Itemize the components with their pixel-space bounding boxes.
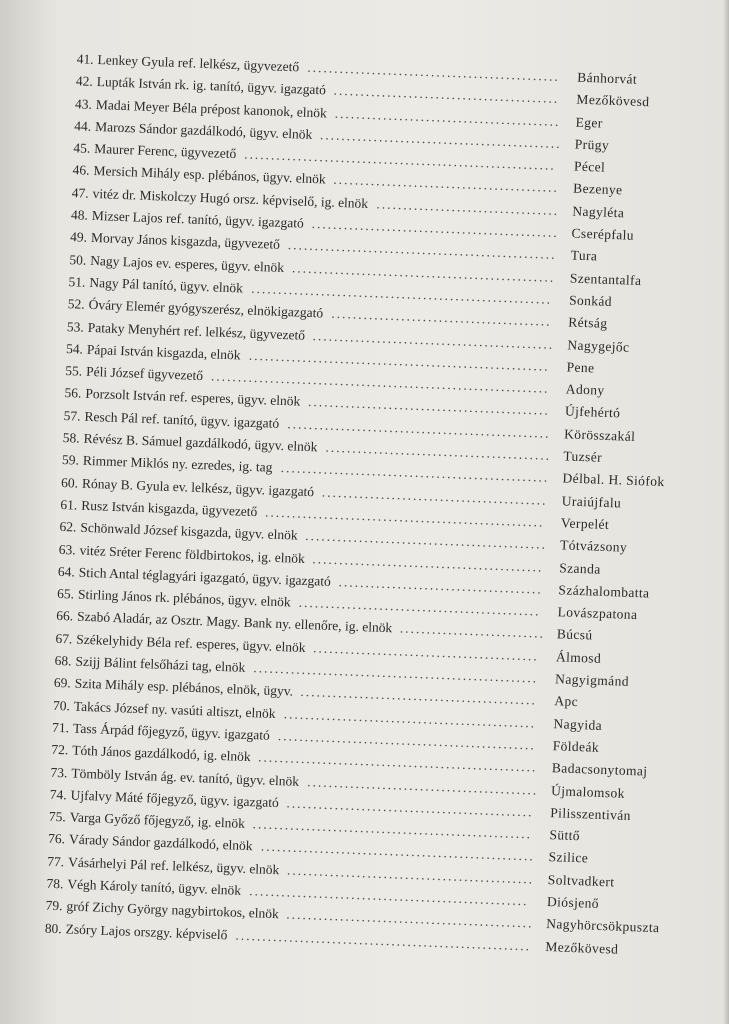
entry-name: Várady Sándor gazdálkodó, elnök [68, 831, 253, 854]
entry-number: 63. [58, 541, 76, 558]
entry-number: 46. [72, 162, 90, 179]
entry-name: Stirling János rk. plébános, ügyv. elnök [77, 586, 291, 610]
entry-name: Lenkey Gyula ref. lelkész, ügyvezető [97, 52, 300, 75]
leader-dots: .................................. [376, 196, 560, 218]
leader-dots: .................................................. [280, 460, 550, 486]
entry-number: 44. [74, 118, 92, 134]
entry-place: Lovászpatona [557, 604, 638, 623]
leader-dots: .................................................... [257, 749, 538, 775]
leader-dots: ............................................ [300, 684, 538, 708]
leader-dots: .............................................. [311, 216, 560, 241]
entry-place: Verpelét [560, 515, 610, 533]
entry-place: Bezenye [572, 181, 623, 198]
entry-number: 64. [57, 563, 76, 580]
entry-name: Ujfalvy Máté főjegyző, ügyv. igazgató [70, 787, 280, 810]
entry-number: 55. [65, 363, 83, 379]
entry-place: Diósjenő [546, 894, 600, 911]
leader-dots: .......................................... [312, 640, 540, 664]
entry-number: 58. [62, 430, 80, 446]
leader-dots: .............................................. [286, 906, 534, 931]
entry-number: 77. [47, 853, 65, 870]
entry-place: Adony [565, 381, 605, 398]
entry-place: Százhalombatta [558, 582, 650, 601]
entry-number: 69. [53, 675, 71, 691]
entry-place: Körösszakál [563, 426, 636, 444]
leader-dots: .......................................... [334, 105, 561, 129]
entry-place: Nagyigmánd [554, 671, 630, 689]
entry-name: Schönwald József kisgazda, ügyv. elnök [80, 519, 298, 543]
leader-dots: .......................................... [333, 82, 560, 107]
entry-place: Mezőkövesd [545, 938, 619, 957]
entry-name: Pataky Menyhért ref. lelkész, ügyvezető [87, 319, 306, 343]
entry-name: Rusz István kisgazda, ügyvezető [80, 497, 258, 520]
entry-place: Tótvázsony [559, 537, 628, 555]
entry-number: 62. [59, 519, 77, 535]
leader-dots: ........................... [399, 620, 546, 642]
entry-place: Pécel [573, 158, 606, 175]
leader-dots: ............................................. [298, 594, 541, 619]
entry-name: Péli József ügyvezető [85, 363, 204, 384]
leader-dots: ...................................... [338, 574, 544, 597]
entry-place: Szentantalfa [569, 270, 642, 288]
entry-number: 48. [70, 207, 89, 223]
leader-dots: .......................................... [325, 439, 552, 463]
entry-place: Eger [575, 114, 603, 131]
entry-place: Tuzsér [563, 448, 603, 465]
entry-name: Révész B. Sámuel gazdálkodó, ügyv. elnök [83, 430, 318, 455]
leader-dots: .................................................... [248, 883, 529, 909]
entry-number: 68. [54, 652, 72, 669]
member-list [37, 48, 709, 963]
entry-name: Végh Károly tanító, ügyv. elnök [67, 876, 242, 898]
entry-place: Földeák [552, 738, 600, 755]
leader-dots: ............................................. [319, 127, 562, 151]
entry-number: 74. [49, 786, 67, 803]
leader-dots: ................................................. [287, 415, 551, 441]
leader-dots: .......................................... [321, 484, 548, 508]
entry-name: Madai Meyer Béla prépost kanonok, elnök [95, 96, 328, 121]
entry-name: Marozs Sándor gazdálkodó, ügyv. elnök [94, 118, 313, 142]
entry-name: Varga Győző főjegyző, ig. elnök [69, 809, 246, 832]
entry-number: 42. [75, 73, 94, 90]
leader-dots: ....................................................... [235, 927, 532, 954]
entry-place: Nagygejőc [567, 336, 630, 355]
entry-number: 60. [60, 474, 79, 491]
entry-place: Álmosd [555, 648, 602, 666]
entry-name: Nagy Pál tanító, ügyv. elnök [89, 274, 244, 296]
leader-dots: .................................................... [252, 816, 533, 842]
entry-number: 75. [48, 808, 67, 825]
entry-place: Tura [570, 247, 598, 264]
leader-dots: ............................................... [307, 59, 561, 84]
leader-dots: ................................................ [277, 727, 537, 753]
entry-place: Soltvadkert [547, 871, 615, 890]
leader-dots: ............................................... [283, 705, 537, 731]
entry-place: Mezőkövesd [576, 91, 650, 110]
entry-number: 54. [65, 340, 84, 357]
entry-place: Pilisszentiván [550, 804, 632, 823]
entry-number: 53. [66, 318, 85, 335]
entry-number: 66. [56, 608, 74, 624]
entry-number: 59. [61, 452, 80, 468]
leader-dots: ..................................................... [253, 660, 539, 686]
entry-place: Prügy [574, 136, 610, 153]
entry-number: 50. [69, 251, 87, 268]
entry-name: Tóth János gazdálkodó, ig. elnök [71, 742, 251, 765]
leader-dots: .......................................... [333, 172, 560, 196]
entry-name: vitéz dr. Miskolczy Hugó orsz. képviselő, ig. elnök [92, 185, 369, 211]
entry-place: Szanda [559, 559, 601, 577]
entry-number: 79. [45, 897, 63, 914]
entry-place: Sonkád [568, 292, 613, 309]
entry-number: 51. [68, 274, 86, 290]
entry-name: Szita Mihály esp. plébános, elnök, ügyv. [74, 675, 294, 699]
entry-place: Uraiújfalu [561, 492, 622, 511]
leader-dots: .................................................. [287, 237, 557, 263]
entry-number: 52. [67, 296, 85, 312]
entry-number: 80. [44, 920, 63, 936]
entry-name: Mersich Mihály esp. plébános, ügyv. elnök [93, 163, 326, 187]
leader-dots: ........................................................ [248, 347, 550, 374]
leader-dots: ............................................. [305, 528, 548, 553]
entry-place: Újfehértó [564, 403, 621, 421]
entry-place: Süttő [549, 827, 581, 844]
entry-number: 41. [76, 51, 94, 67]
entry-place: Apc [554, 693, 579, 710]
entry-name: Lupták István rk. ig. tanító, ügyv. igazgató [96, 74, 327, 98]
entry-number: 73. [50, 764, 68, 780]
leader-dots: .............................................. [286, 862, 535, 887]
entry-number: 47. [71, 184, 89, 201]
entry-name: Stich Antal téglagyári igazgató, ügyv. igazgató [78, 564, 332, 589]
entry-name: vitéz Sréter Ferenc földbirtokos, ig. elnök [79, 542, 306, 566]
leader-dots: ............................................. [312, 327, 555, 352]
entry-name: Szijj Bálint felsőházi tag, elnök [75, 653, 246, 675]
entry-number: 45. [73, 140, 91, 156]
leader-dots: .................................................... [264, 504, 545, 530]
leader-dots: ........................................... [312, 550, 544, 575]
entry-number: 43. [74, 95, 93, 112]
entry-name: Morvay János kisgazda, ügyvezető [90, 230, 281, 253]
entry-name: Székelyhidy Béla ref. esperes, ügyv. elnök [76, 631, 306, 655]
entry-number: 76. [47, 831, 66, 847]
entry-place: Nagyhörcsökpuszta [545, 916, 660, 936]
entry-name: Rimmer Miklós ny. ezredes, ig. tag [82, 453, 273, 476]
entry-number: 56. [64, 385, 82, 402]
entry-name: Maurer Ferenc, ügyvezető [94, 141, 237, 162]
entry-place: Szilice [548, 849, 589, 866]
leader-dots: .............................................. [286, 795, 534, 820]
entry-name: Porzsolt István ref. esperes, ügyv. elnök [85, 386, 301, 410]
entry-name: Takács József ny. vasúti altiszt, elnök [73, 698, 276, 721]
entry-name: Pápai István kisgazda, elnök [86, 341, 241, 363]
entry-place: Délbal. H. Siófok [562, 470, 665, 490]
leader-dots: ......................................... [331, 306, 552, 330]
entry-name: Mizser Lajos ref. tanító, ügyv. igazgató [91, 207, 305, 231]
entry-name: Rónay B. Gyula ev. lelkész, ügyv. igazgató [81, 475, 315, 499]
entry-name: Óváry Elemér gyógyszerész, elnökigazgató [88, 297, 324, 321]
entry-number: 78. [46, 875, 64, 892]
leader-dots: ................................................. [291, 259, 556, 285]
entry-place: Pene [566, 359, 595, 376]
entry-number: 72. [51, 741, 69, 758]
entry-place: Nagyléta [572, 203, 625, 221]
entry-name: Nagy Lajos ev. esperes, ügyv. elnök [89, 252, 285, 275]
entry-number: 67. [55, 630, 73, 647]
entry-place: Búcsú [556, 626, 593, 643]
page-edge-shadow [723, 0, 729, 1024]
leader-dots: ........................................................ [251, 280, 553, 307]
leader-dots: .......................................................... [243, 146, 557, 174]
leader-dots: ........................................... [307, 773, 539, 798]
leader-dots: ............................................................... [210, 368, 550, 396]
entry-name: Vásárhelyi Pál ref. lelkész, ügyv. elnök [67, 854, 280, 877]
leader-dots: ............................................. [307, 394, 551, 419]
entry-name: Tömböly István ág. ev. tanító, ügyv. elnök [71, 765, 300, 789]
entry-name: Resch Pál ref. tanító, ügyv. igazgató [84, 408, 280, 431]
entry-name: Tass Árpád főjegyző, ügyv. igazgató [72, 720, 271, 743]
entry-number: 49. [69, 229, 88, 246]
entry-place: Cserépfalu [571, 225, 635, 243]
entry-number: 61. [60, 496, 78, 513]
entry-number: 70. [52, 697, 71, 714]
entry-place: Nagyida [553, 715, 603, 733]
entry-number: 71. [51, 719, 70, 736]
entry-place: Rétság [568, 314, 608, 332]
entry-number: 65. [56, 586, 75, 602]
entry-number: 57. [63, 407, 81, 424]
entry-place: Badacsonytomaj [551, 760, 648, 779]
entry-place: Bánhorvát [576, 69, 638, 87]
entry-place: Újmalomsok [550, 782, 626, 801]
entry-name: Zsóry Lajos orszgy. képviselő [65, 921, 228, 942]
entry-name: Szabó Aladár, az Osztr. Magy. Bank ny. ellenőre, ig. elnök [76, 609, 393, 636]
entry-name: gróf Zichy György nagybirtokos, elnök [66, 898, 280, 922]
leader-dots: ................................................... [260, 838, 536, 864]
